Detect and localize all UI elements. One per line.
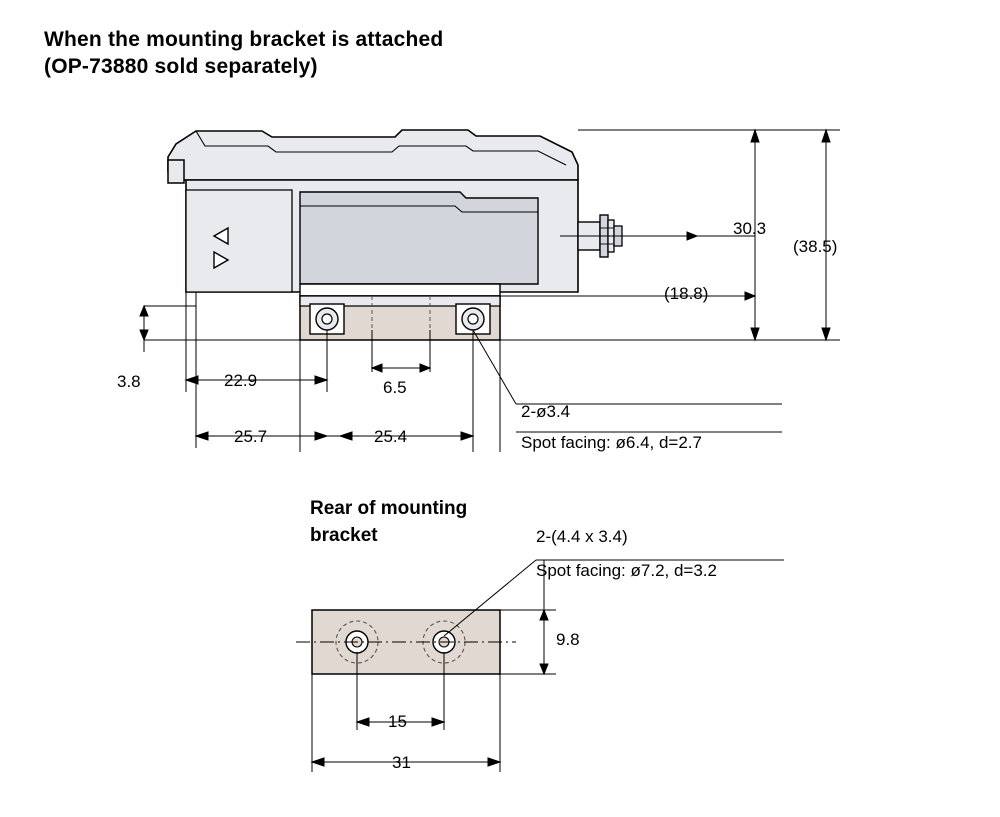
arrow-38-5-bottom xyxy=(822,328,830,340)
section-title-line1: Rear of mounting xyxy=(310,498,468,519)
dimension-label-31: 31 xyxy=(392,753,411,772)
section-title-line2: bracket xyxy=(310,525,378,546)
arrow-15-left xyxy=(357,718,369,726)
arrow-31-left xyxy=(312,758,324,766)
arrow-15-right xyxy=(432,718,444,726)
arrow-31-right xyxy=(488,758,500,766)
arrow-18-8-b xyxy=(745,292,755,300)
arrow-6-5-right xyxy=(420,364,430,372)
dimension-label-18-8: (18.8) xyxy=(664,284,709,303)
dimension-label-6-5: 6.5 xyxy=(383,378,407,397)
sensor-front-panel xyxy=(186,190,292,292)
dimension-label-30-3: 30.3 xyxy=(733,219,767,238)
sensor-side-view xyxy=(168,130,622,340)
bracket-screw-hole-right xyxy=(456,304,490,334)
sensor-top-cap xyxy=(168,130,578,180)
dimension-label-9-8: 9.8 xyxy=(556,630,580,649)
sensor-bottom-flange xyxy=(300,284,500,296)
arrow-3-8-bottom xyxy=(140,330,148,340)
bracket-screw-hole-left xyxy=(310,304,344,334)
callout-hole-spec-line1: 2-ø3.4 xyxy=(521,402,571,421)
arrow-9-8-top xyxy=(540,610,548,620)
arrow-25-4-right xyxy=(461,432,473,440)
arrow-30-3-bottom xyxy=(751,328,759,340)
sensor-left-tab xyxy=(168,160,184,183)
dimension-label-15: 15 xyxy=(388,712,407,731)
arrow-25-4-left xyxy=(340,432,352,440)
callout-slot-spec-line2: Spot facing: ø7.2, d=3.2 xyxy=(536,561,717,580)
arrow-3-8-top xyxy=(140,306,148,316)
dimension-label-38-5: (38.5) xyxy=(793,237,838,256)
callout-hole-spec-line2: Spot facing: ø6.4, d=2.7 xyxy=(521,433,702,452)
page-title-line1: When the mounting bracket is attached xyxy=(44,28,444,51)
dimension-label-22-9: 22.9 xyxy=(224,371,258,390)
arrow-22-9-right xyxy=(315,376,327,384)
leader-line-hole-callout xyxy=(473,330,516,404)
arrow-30-3-top xyxy=(751,130,759,142)
arrow-38-5-top xyxy=(822,130,830,142)
arrow-6-5-left xyxy=(372,364,382,372)
rear-bracket-view xyxy=(296,610,516,674)
arrow-9-8-bottom xyxy=(540,664,548,674)
dimension-label-25-7: 25.7 xyxy=(234,427,268,446)
arrow-25-7-right xyxy=(315,432,327,440)
arrow-25-7-left xyxy=(196,432,208,440)
dimension-label-25-4: 25.4 xyxy=(374,427,408,446)
dimension-label-3-8: 3.8 xyxy=(117,372,141,391)
page-title-line2: (OP-73880 sold separately) xyxy=(44,55,318,78)
callout-slot-spec-line1: 2-(4.4 x 3.4) xyxy=(536,527,628,546)
arrow-18-8-a xyxy=(687,232,697,240)
